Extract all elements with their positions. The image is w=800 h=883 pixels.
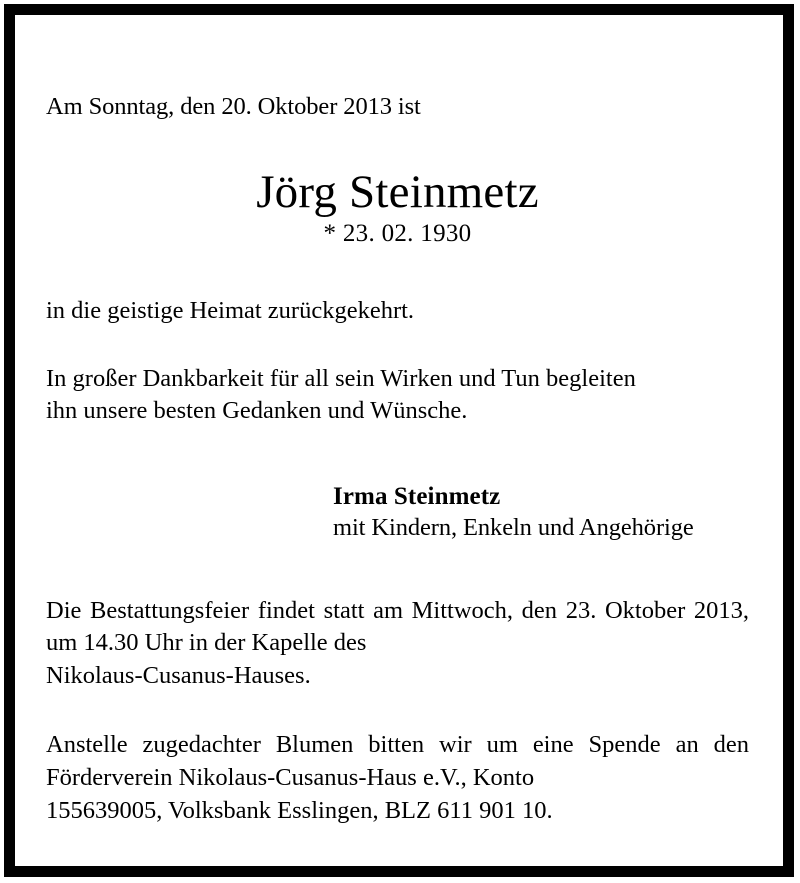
intro-line: Am Sonntag, den 20. Oktober 2013 ist <box>46 93 421 120</box>
survivor-name: Irma Steinmetz <box>333 483 501 511</box>
service-line-2: 23. Oktober 2013, um 14.30 Uhr in der Kapelle des <box>46 596 749 657</box>
survivor-relations: mit Kindern, Enkeln und Angehörige <box>333 513 694 541</box>
donation-line-3: 155639005, Volksbank Esslingen, BLZ 611 901 10. <box>46 796 553 824</box>
birth-date: * 23. 02. 1930 <box>323 219 472 247</box>
deceased-name: Jörg Steinmetz <box>256 165 539 218</box>
obituary-notice-card <box>15 15 783 866</box>
donation-line-2: den Förderverein Nikolaus-Cusanus-Haus e.V., Konto <box>46 731 749 791</box>
service-details-paragraph <box>46 595 749 693</box>
signature-block <box>46 482 749 542</box>
donation-line-1: Anstelle zugedachter Blumen bitten wir um eine Spende an <box>46 731 699 759</box>
donation-request-paragraph <box>46 729 749 827</box>
obituary-text-body <box>46 93 749 827</box>
gratitude-paragraph <box>46 363 749 428</box>
mourning-frame-border <box>4 4 794 877</box>
gratitude-line-2: ihn unsere besten Gedanken und Wünsche. <box>46 396 468 424</box>
gratitude-line-1: In großer Dankbarkeit für all sein Wirken und Tun begleiten <box>46 364 636 392</box>
service-line-1: Die Bestattungsfeier findet statt am Mittwoch, den <box>46 596 558 624</box>
return-line: in die geistige Heimat zurückgekehrt. <box>46 297 415 325</box>
service-line-3: Nikolaus-Cusanus-Hauses. <box>46 661 311 689</box>
